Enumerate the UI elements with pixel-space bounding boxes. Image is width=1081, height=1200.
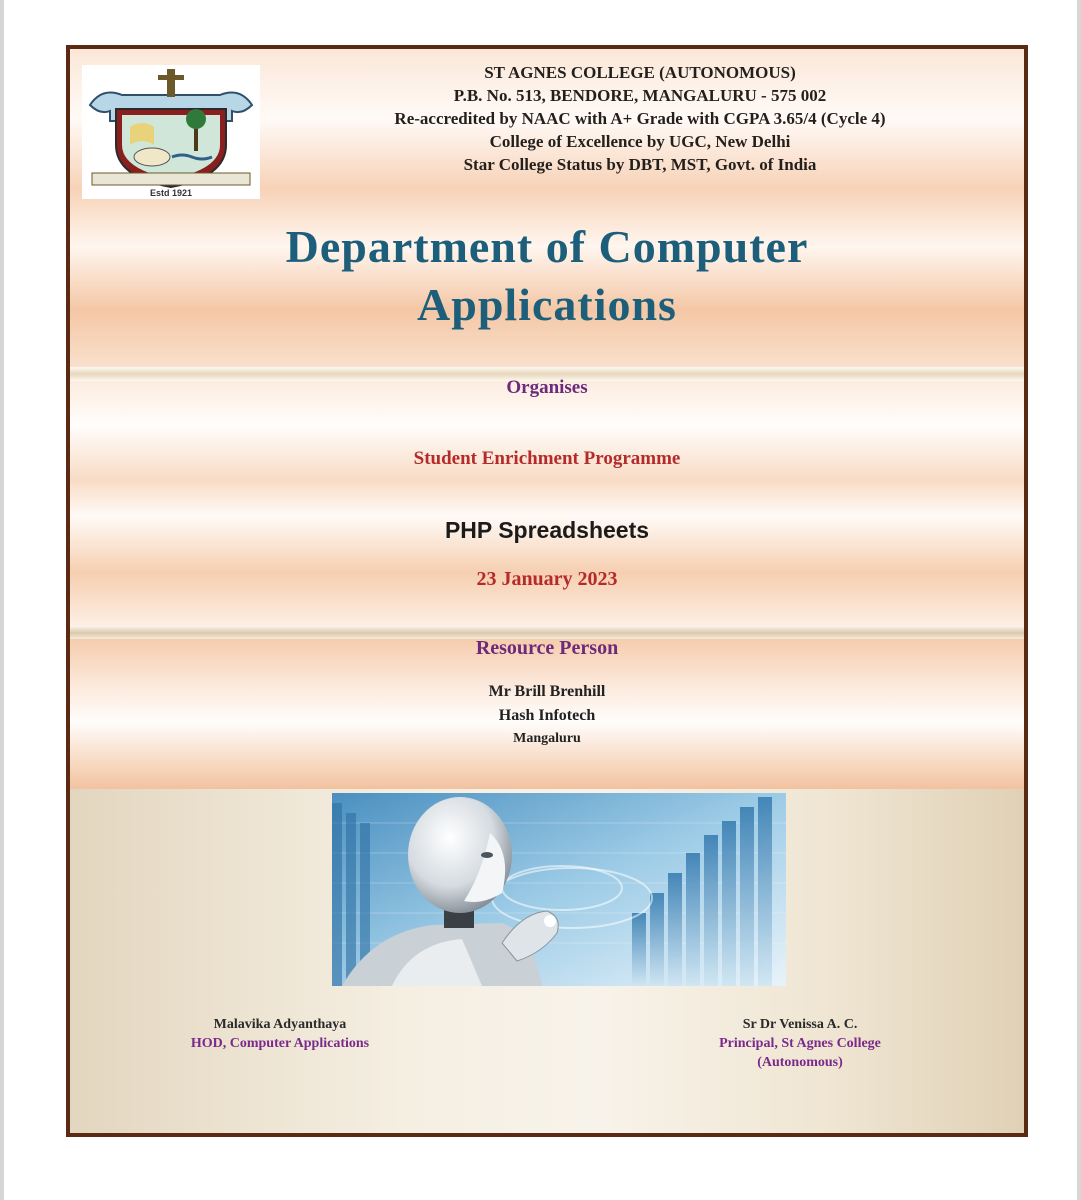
resource-person-heading: Resource Person (475, 637, 619, 659)
principal-role: Principal, St Agnes College (719, 1036, 881, 1051)
college-name: ST AGNES COLLEGE (AUTONOMOUS) (484, 63, 796, 82)
principal-role-suffix: (Autonomous) (757, 1055, 843, 1070)
page-edge (0, 0, 4, 1200)
organises-label: Organises (506, 377, 588, 398)
resource-person-organisation: Hash Infotech (498, 707, 596, 724)
resource-person-name: Mr Brill Brenhill (488, 683, 606, 700)
hod-role: HOD, Computer Applications (190, 1036, 370, 1051)
department-title: Applications (417, 279, 677, 330)
page-edge (1077, 0, 1081, 1200)
principal-signature-block (630, 1015, 970, 1072)
college-logo (82, 65, 260, 199)
robot-illustration (332, 793, 786, 986)
resource-person-city: Mangaluru (513, 731, 581, 746)
hod-signature-block (130, 1015, 430, 1053)
star-college-line: Star College Status by DBT, MST, Govt. of India (463, 155, 817, 174)
principal-name: Sr Dr Venissa A. C. (742, 1017, 858, 1032)
event-poster (66, 45, 1028, 1137)
college-address: P.B. No. 513, BENDORE, MANGALURU - 575 002 (453, 86, 827, 105)
department-title: Department of Computer (285, 221, 809, 272)
event-topic: PHP Spreadsheets (444, 517, 650, 543)
hod-name: Malavika Adyanthaya (213, 1017, 347, 1032)
programme-name: Student Enrichment Programme (413, 448, 681, 469)
excellence-line: College of Excellence by UGC, New Delhi (489, 132, 791, 151)
college-header (270, 61, 1010, 176)
event-date: 23 January 2023 (476, 568, 618, 590)
svg-text:Estd 1921: Estd 1921 (149, 188, 193, 198)
accreditation-line: Re-accredited by NAAC with A+ Grade with CGPA 3.65/4 (Cycle 4) (394, 109, 886, 128)
